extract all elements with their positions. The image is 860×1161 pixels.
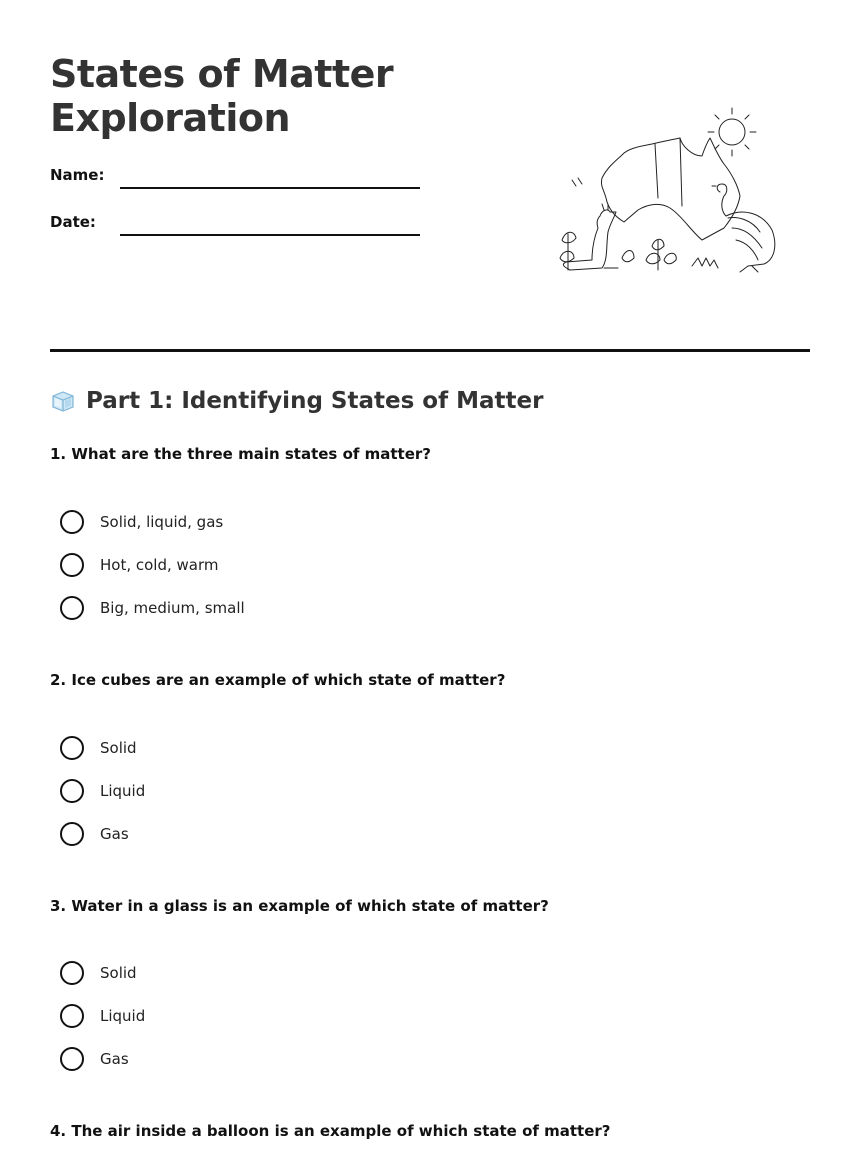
section-title-part-1 xyxy=(50,388,543,414)
option-label: Solid xyxy=(100,739,137,757)
question-2: 2. Ice cubes are an example of which state of matter? xyxy=(50,671,506,689)
question-1: 1. What are the three main states of matter? xyxy=(50,445,431,463)
header-divider xyxy=(50,349,810,352)
section-title-text: Part 1: Identifying States of Matter xyxy=(86,388,544,414)
q3-option-3[interactable] xyxy=(60,1046,129,1072)
radio-button[interactable] xyxy=(60,510,84,534)
worksheet-title xyxy=(50,52,470,140)
radio-button[interactable] xyxy=(60,1047,84,1071)
q2-option-1[interactable] xyxy=(60,735,137,761)
date-field[interactable] xyxy=(120,234,420,236)
radio-button[interactable] xyxy=(60,553,84,577)
q1-option-3[interactable] xyxy=(60,595,245,621)
option-label: Gas xyxy=(100,1050,129,1068)
radio-button[interactable] xyxy=(60,961,84,985)
option-label: Solid, liquid, gas xyxy=(100,513,224,531)
q1-option-1[interactable] xyxy=(60,509,223,535)
q3-option-2[interactable] xyxy=(60,1003,145,1029)
radio-button[interactable] xyxy=(60,779,84,803)
option-label: Hot, cold, warm xyxy=(100,556,219,574)
radio-button[interactable] xyxy=(60,596,84,620)
name-label: Name: xyxy=(50,166,105,184)
q3-option-1[interactable] xyxy=(60,960,137,986)
radio-button[interactable] xyxy=(60,822,84,846)
option-label: Solid xyxy=(100,964,137,982)
title-line-2: Exploration xyxy=(50,96,291,140)
radio-button[interactable] xyxy=(60,1004,84,1028)
q1-option-2[interactable] xyxy=(60,552,219,578)
q2-option-3[interactable] xyxy=(60,821,129,847)
option-label: Gas xyxy=(100,825,129,843)
q2-option-2[interactable] xyxy=(60,778,145,804)
title-line-1: States of Matter xyxy=(50,52,394,96)
radio-button[interactable] xyxy=(60,736,84,760)
question-3: 3. Water in a glass is an example of which state of matter? xyxy=(50,897,549,915)
question-4: 4. The air inside a balloon is an example of which state of matter? xyxy=(50,1122,611,1140)
ice-cube-icon xyxy=(50,389,76,413)
option-label: Liquid xyxy=(100,1007,146,1025)
option-label: Big, medium, small xyxy=(100,599,245,617)
option-label: Liquid xyxy=(100,782,146,800)
name-field[interactable] xyxy=(120,187,420,189)
date-label: Date: xyxy=(50,213,96,231)
australia-map-with-kangaroo-emu-sun-icon xyxy=(552,100,784,278)
